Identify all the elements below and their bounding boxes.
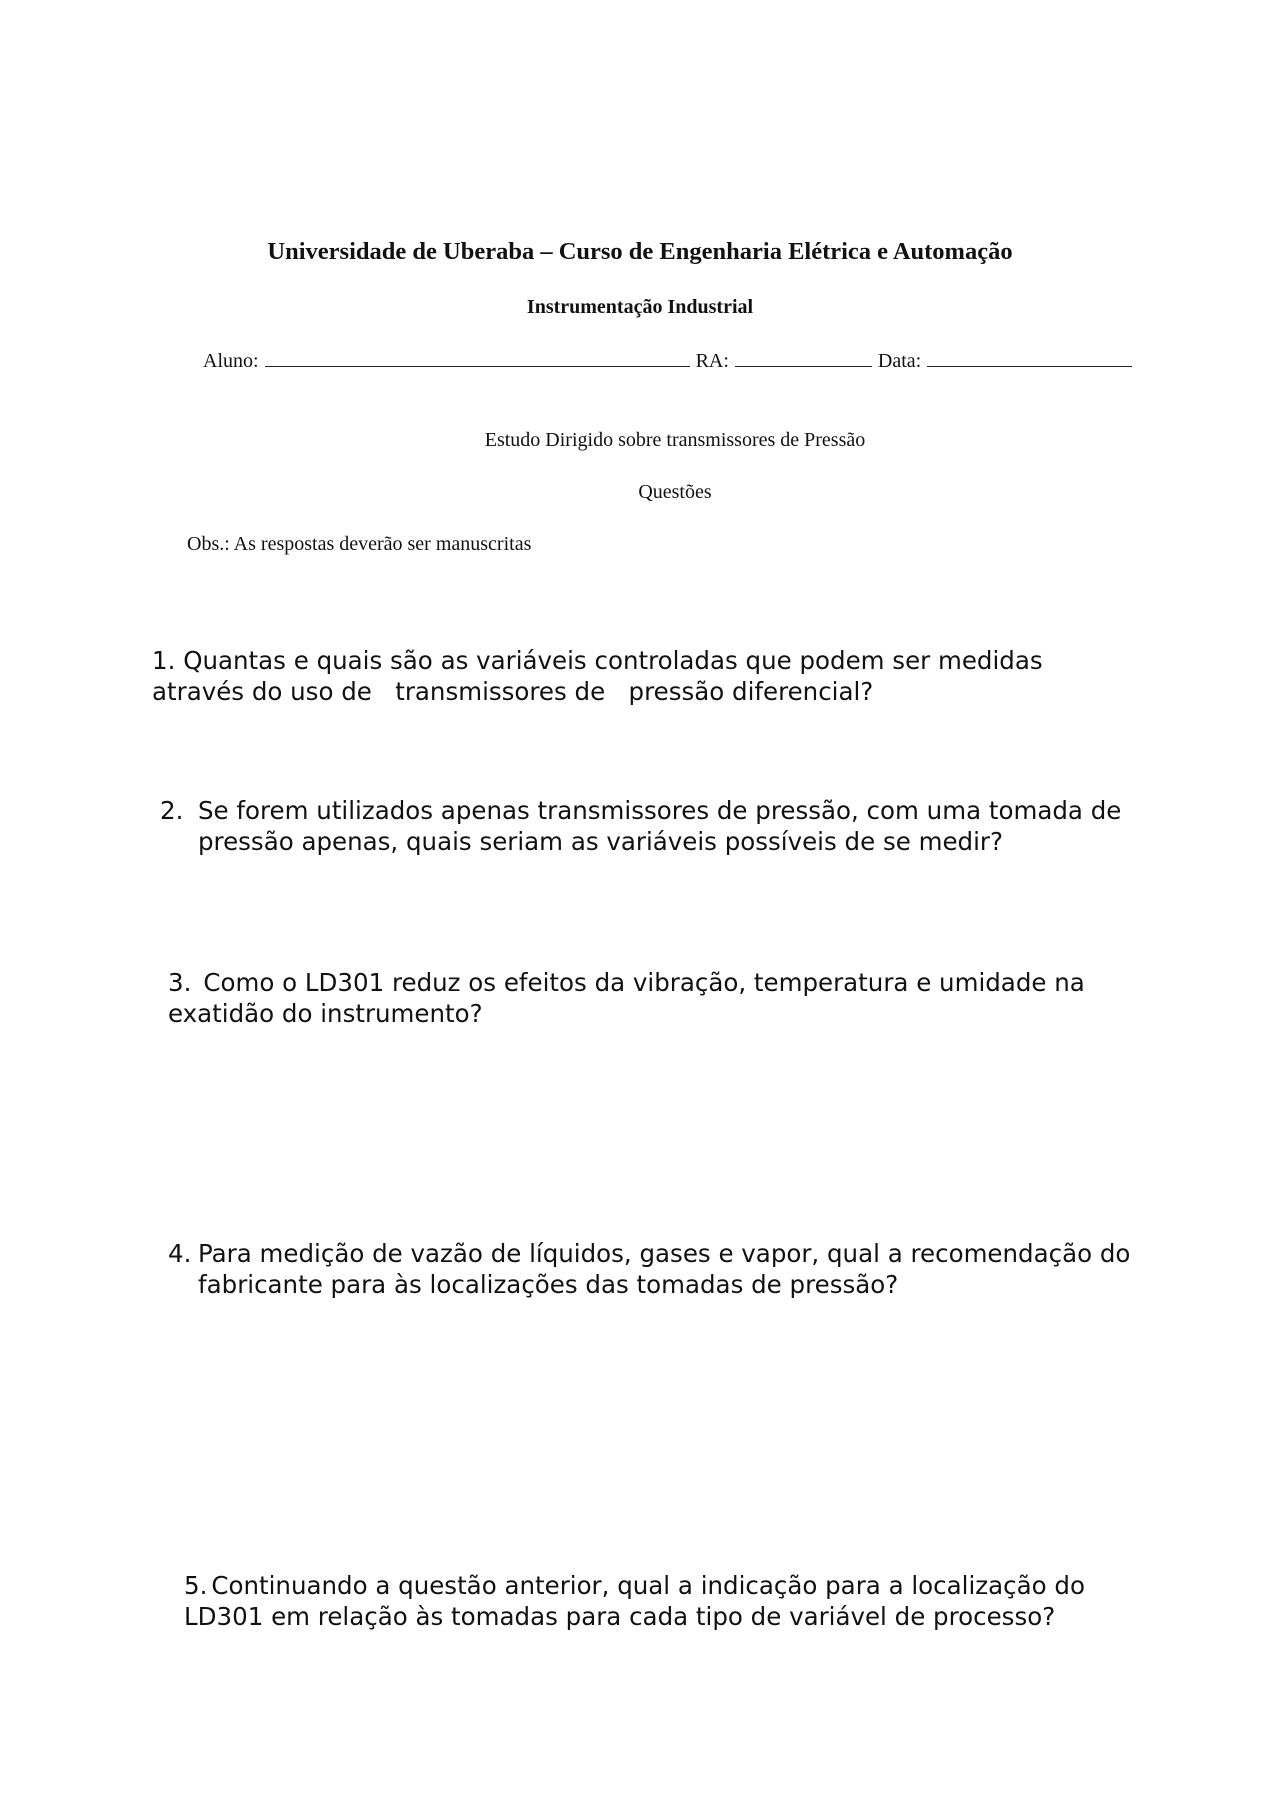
data-label: Data: (877, 350, 922, 372)
question-2 (160, 795, 1150, 857)
question-text: Se forem utilizados apenas transmissores de pressão, com uma tomada de pressão apenas, quais seriam as variáveis possíveis de se medir? (198, 796, 1122, 856)
student-info-row (203, 348, 1153, 373)
university-title: Universidade de Uberaba – Curso de Engenharia Elétrica e Automação (267, 238, 1013, 265)
question-text: Para medição de vazão de líquidos, gases e vapor, qual a recomendação do fabricante para às localizações das tomadas de pressão? (198, 1239, 1131, 1299)
question-number: 3. (168, 968, 192, 997)
ra-blank-line[interactable] (735, 348, 872, 367)
subject-title: Instrumentação Industrial (526, 296, 754, 318)
aluno-label: Aluno: (203, 350, 259, 372)
question-4 (168, 1238, 1158, 1300)
question-3 (168, 967, 1158, 1029)
observation-note: Obs.: As respostas deverão ser manuscritas (187, 533, 532, 555)
question-1 (152, 645, 1112, 707)
question-number: 2. (160, 796, 184, 825)
question-number: 5. (184, 1571, 208, 1600)
question-text: Quantas e quais são as variáveis controladas que podem ser medidas através do uso de transmissores de pressão diferencial? (152, 646, 1051, 706)
question-text: Continuando a questão anterior, qual a indicação para a localização do LD301 em relação às tomadas para cada tipo de variável de processo? (184, 1571, 1085, 1631)
study-title: Estudo Dirigido sobre transmissores de Pressão (484, 429, 866, 451)
question-5 (184, 1570, 1144, 1632)
question-text: Como o LD301 reduz os efeitos da vibração, temperatura e umidade na exatidão do instrumento? (168, 968, 1085, 1028)
section-label: Questões (638, 481, 712, 503)
question-number: 4. (168, 1239, 192, 1268)
data-blank-line[interactable] (927, 348, 1132, 367)
question-number: 1. (152, 646, 176, 675)
ra-label: RA: (695, 350, 729, 372)
aluno-blank-line[interactable] (265, 348, 690, 367)
